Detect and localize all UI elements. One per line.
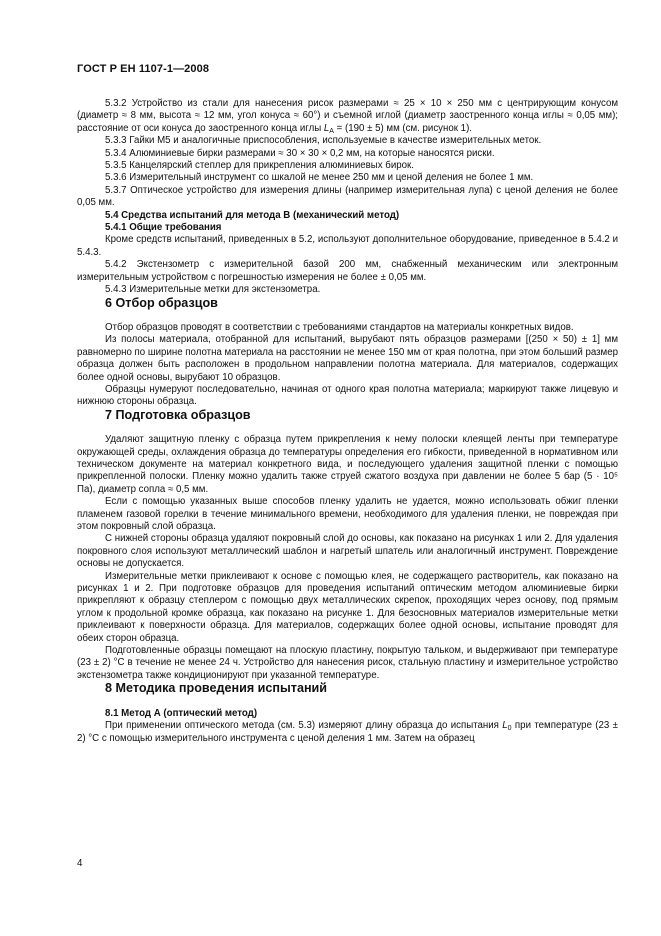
section-6-para-1: Отбор образцов проводят в соответствии с требованиями стандартов на материалы конкретных видов. bbox=[105, 321, 574, 333]
section-6-para-3: Образцы нумеруют последовательно, начиная от одного края полотна материала; маркируют также лицевую и нижнюю стороны образца. bbox=[77, 383, 618, 408]
section-7-para-1: Удаляют защитную пленку с образца путем прикрепления к нему полоски клеящей ленты при температуре окружающей среды, охлаждения образца до температуры определения его гибкости, приведенной в нормативном или техническом документе на материал конкретного вида, и последующего удаления защитной пленки с помощью прикрепленной полоски. Пленку можно удалить также струей сжатого воздуха при давлении не более 5 бар (5 · 10⁵ Па), диаметр сопла ≈ 0,5 мм. bbox=[77, 434, 618, 495]
clause-8-1-text-b: при температуре (23 ± 2) °C с помощью измерительного инструмента с ценой деления 1 мм. Затем на образец bbox=[77, 720, 618, 744]
document-header: ГОСТ Р ЕН 1107-1—2008 bbox=[77, 63, 210, 75]
symbol-l0: L bbox=[502, 720, 508, 732]
clause-5-4-3: 5.4.3 Измерительные метки для экстензометра. bbox=[105, 284, 321, 296]
clause-5-3-6: 5.3.6 Измерительный инструмент со шкалой не менее 250 мм и ценой деления не более 1 мм. bbox=[105, 172, 534, 184]
symbol-la-sub: A bbox=[329, 127, 334, 135]
symbol-l0-sub: 0 bbox=[507, 725, 512, 733]
section-6-para-2: Из полосы материала, отобранной для испытаний, вырубают пять образцов размерами [(250 × 50) ± 1] мм равномерно по ширине полотна материала на расстоянии не менее 150 мм от края полотна, при этом больший размер образца должен быть расположен в продольном направлении полотна материала. Для материалов, содержащих более одной основы, вырубают 10 образцов. bbox=[77, 334, 618, 383]
section-7-heading: 7 Подготовка образцов bbox=[105, 407, 251, 422]
page-number: 4 bbox=[77, 858, 83, 869]
clause-5-3-3: 5.3.3 Гайки M5 и аналогичные приспособления, используемые в качестве измерительных меток. bbox=[105, 135, 542, 147]
section-8-heading: 8 Методика проведения испытаний bbox=[105, 681, 328, 696]
clause-5-3-5: 5.3.5 Канцелярский степлер для прикрепления алюминиевых бирок. bbox=[105, 160, 414, 172]
clause-5-4-2: 5.4.2 Экстензометр с измерительной базой 200 мм, снабженный механическим или электронным измерительным устройством с погрешностью измерения не более ± 0,05 мм. bbox=[77, 259, 618, 283]
subheading-5-4: 5.4 Средства испытаний для метода В (механический метод) bbox=[105, 209, 400, 221]
clause-5-3-7: 5.3.7 Оптическое устройство для измерения длины (например измерительная лупа) с ценой деления не более 0,05 мм. bbox=[77, 184, 618, 209]
clause-5-4-1-text: Кроме средств испытаний, приведенных в 5.2, используют дополнительное оборудование, приведенное в 5.4.2 и 5.4.3. bbox=[77, 234, 618, 258]
subheading-8-1: 8.1 Метод А (оптический метод) bbox=[105, 707, 258, 719]
section-7-para-2: Если с помощью указанных выше способов пленку удалить не удается, можно использовать обжиг пленки пламенем газовой горелки в течение минимального времени, необходимого для удаления пленки, не повреждая при этом покровный слой образца. bbox=[77, 496, 618, 532]
symbol-la: L bbox=[323, 122, 330, 134]
section-7-para-4: Измерительные метки приклеивают к основе с помощью клея, не содержащего растворитель, как показано на рисунках 1 и 2. При подготовке образцов для проведения испытаний оптическим методом алюминиевые бирки прикрепляют к образцу степлером с помощью двух металлических скрепок, проходящих через основу, под прямым углом к продольной кромке образца, как показано на рисунке 1. Для безосновных материалов измерительные метки приклеивают к поверхности образца. Для материалов, содержащих более одной основы, испытание проводят для обеих сторон образца. bbox=[77, 570, 618, 644]
subheading-5-4-1: 5.4.1 Общие требования bbox=[105, 222, 222, 234]
page-content bbox=[77, 98, 618, 745]
section-7-para-3: С нижней стороны образца удаляют покровный слой до основы, как показано на рисунках 1 или 2. Для удаления покровного слоя используют металлический шаблон и нагретый шпатель или аналогичный инструмент. Повреждение основы не допускается. bbox=[77, 533, 618, 570]
clause-8-1-text bbox=[77, 720, 618, 745]
clause-8-1-text-a: При применении оптического метода (см. 5.3) измеряют длину образца до испытания bbox=[105, 720, 499, 732]
clause-5-3-2-end: = (190 ± 5) мм (см. рисунок 1). bbox=[333, 122, 472, 134]
clause-5-3-4: 5.3.4 Алюминиевые бирки размерами ≈ 30 × 30 × 0,2 мм, на которые наносятся риски. bbox=[105, 147, 495, 159]
clause-5-3-2-text: 5.3.2 Устройство из стали для нанесения рисок размерами ≈ 25 × 10 × 250 мм с центрирующим конусом (диаметр ≈ 8 мм, высота ≈ 12 мм, угол конуса ≈ 60°) и съемной иглой (диаметр заостренного конца иглы ≈ 0,05 мм); расстояние от оси конуса до заостренного конца иглы bbox=[77, 98, 618, 134]
clause-5-3-2 bbox=[77, 98, 618, 135]
section-7-para-5: Подготовленные образцы помещают на плоскую пластину, покрытую тальком, и выдерживают при температуре (23 ± 2) °C в течение не менее 24 ч. Устройство для нанесения рисок, стальную пластину и измерительное устройство экстензометра также кондиционируют при указанной температуре. bbox=[77, 645, 618, 681]
section-6-heading: 6 Отбор образцов bbox=[105, 295, 218, 310]
